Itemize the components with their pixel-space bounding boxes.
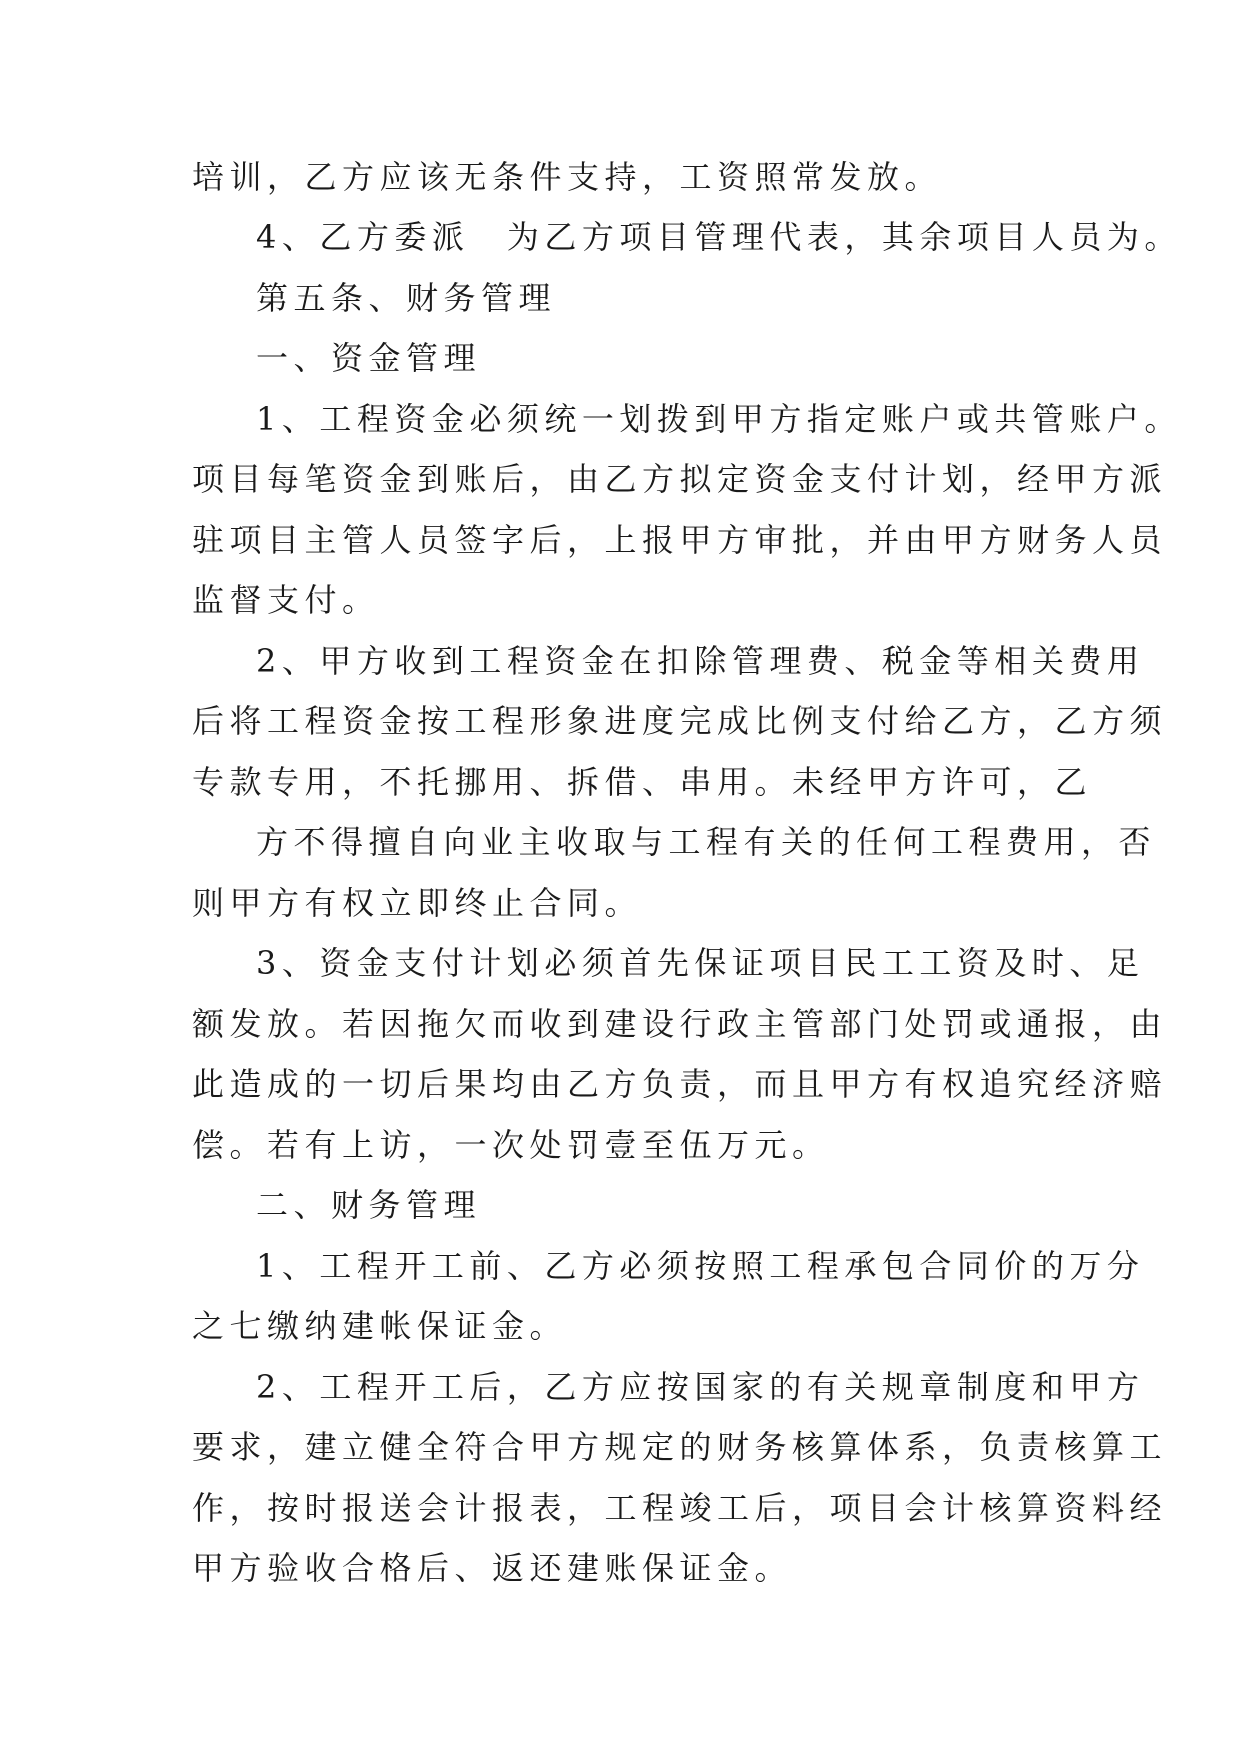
text-line: 则甲方有权立即终止合同。: [192, 884, 643, 922]
text-line: 项目每笔资金到账后，由乙方拟定资金支付计划，经甲方派: [192, 460, 1168, 498]
subsection-heading: 二、财务管理: [256, 1186, 482, 1224]
text-line: 后将工程资金按工程形象进度完成比例支付给乙方，乙方须: [192, 702, 1168, 740]
text-line: 1、工程资金必须统一划拨到甲方指定账户或共管账户。: [256, 400, 1182, 438]
text-line: 4、乙方委派 为乙方项目管理代表，其余项目人员为。: [256, 218, 1182, 256]
text-line: 作，按时报送会计报表，工程竣工后，项目会计核算资料经: [192, 1489, 1168, 1527]
text-line: 培训，乙方应该无条件支持，工资照常发放。: [192, 158, 943, 196]
text-line: 此造成的一切后果均由乙方负责，而且甲方有权追究经济赔: [192, 1065, 1168, 1103]
text-line: 方不得擅自向业主收取与工程有关的任何工程费用，否: [256, 823, 1157, 861]
text-line: 甲方验收合格后、返还建账保证金。: [192, 1549, 793, 1587]
text-line: 1、工程开工前、乙方必须按照工程承包合同价的万分: [256, 1247, 1145, 1285]
text-line: 2、工程开工后，乙方应按国家的有关规章制度和甲方: [256, 1368, 1145, 1406]
text-line: 要求，建立健全符合甲方规定的财务核算体系，负责核算工: [192, 1428, 1168, 1466]
section-heading: 第五条、财务管理: [256, 279, 557, 317]
text-line: 监督支付。: [192, 581, 380, 619]
text-line: 偿。若有上访，一次处罚壹至伍万元。: [192, 1126, 830, 1164]
text-line: 专款专用，不托挪用、拆借、串用。未经甲方许可，乙: [192, 763, 1093, 801]
text-line: 3、资金支付计划必须首先保证项目民工工资及时、足: [256, 944, 1145, 982]
text-line: 额发放。若因拖欠而收到建设行政主管部门处罚或通报，由: [192, 1005, 1168, 1043]
text-line: 驻项目主管人员签字后，上报甲方审批，并由甲方财务人员: [192, 521, 1168, 559]
subsection-heading: 一、资金管理: [256, 339, 482, 377]
text-line: 2、甲方收到工程资金在扣除管理费、税金等相关费用: [256, 642, 1145, 680]
text-line: 之七缴纳建帐保证金。: [192, 1307, 568, 1345]
